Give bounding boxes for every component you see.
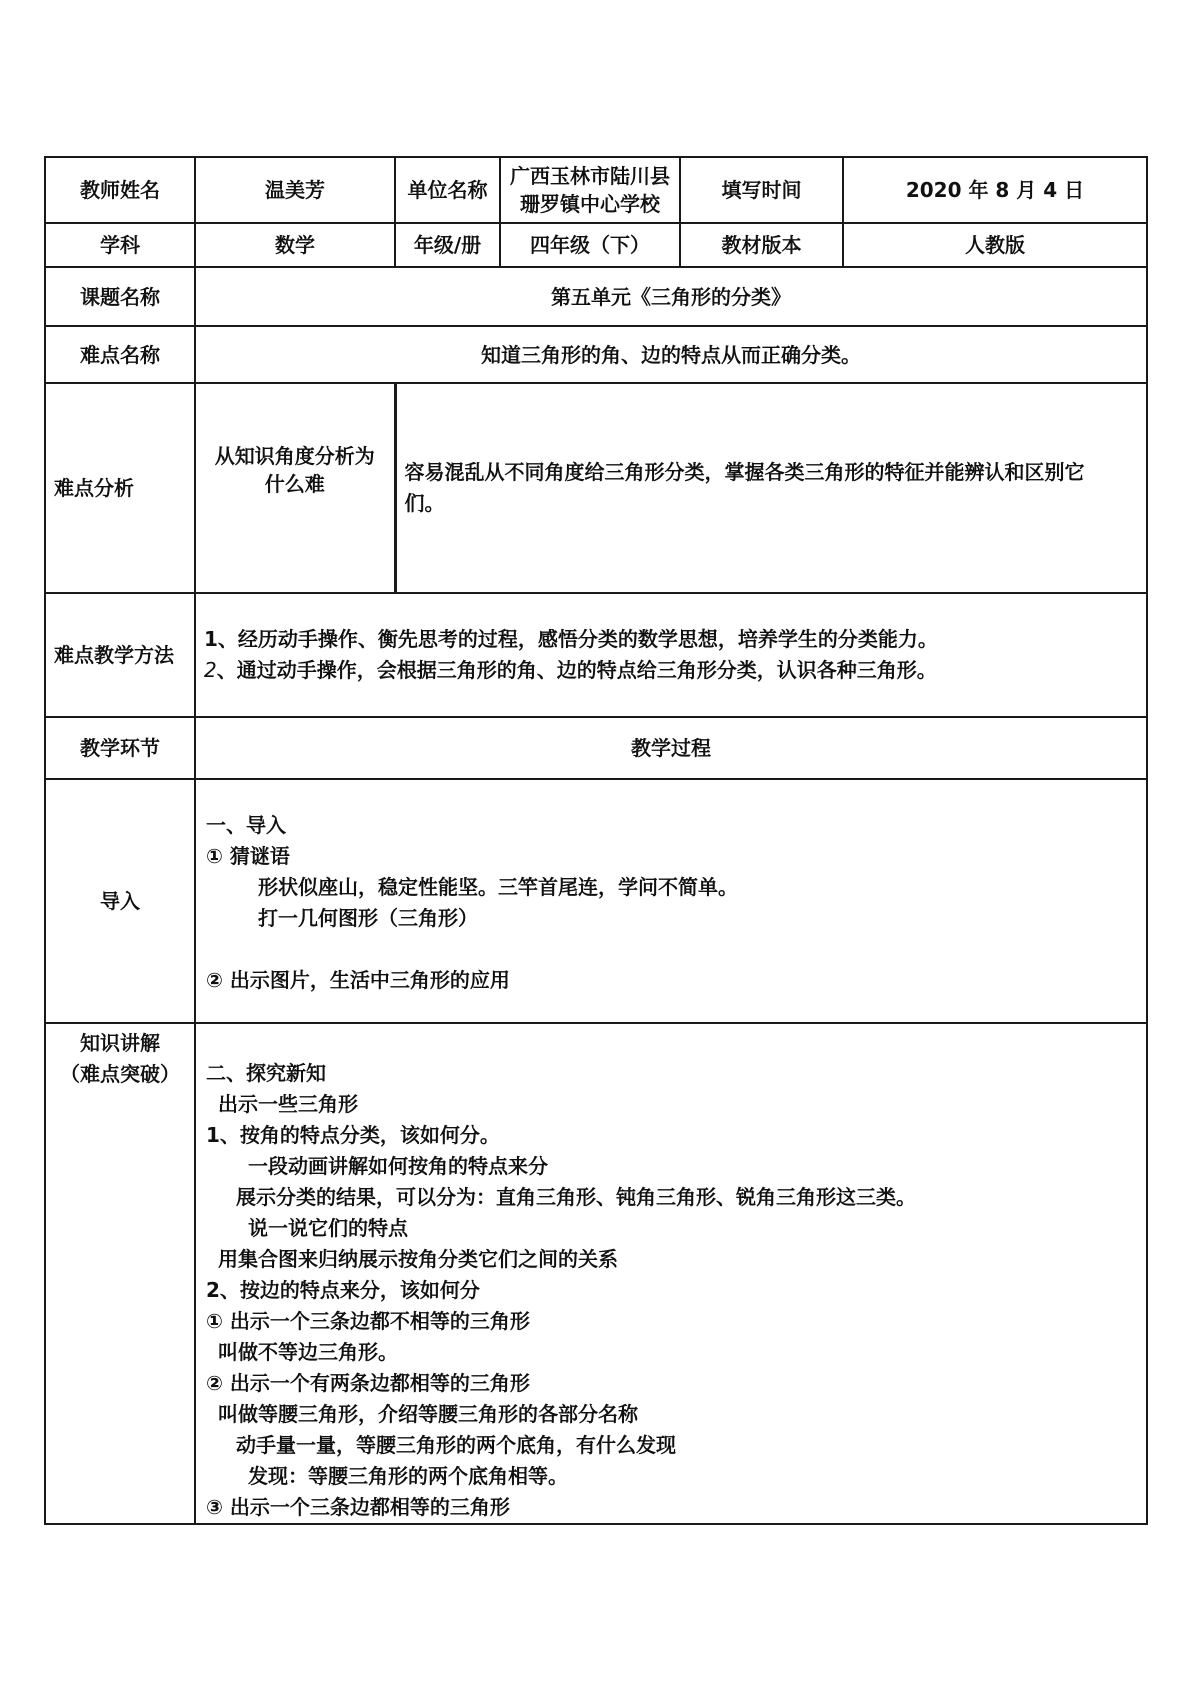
analysis-sub-label-line2: 什么难 (264, 472, 325, 496)
knowledge-line-12: 叫做等腰三角形，介绍等腰三角形的各部分名称 (218, 1402, 638, 1426)
edition-label: 教材版本 (680, 223, 843, 267)
knowledge-line-2: 出示一些三角形 (218, 1092, 358, 1116)
intro-content (195, 779, 1147, 1023)
knowledge-line-5: 展示分类的结果，可以分为：直角三角形、钝角三角形、锐角三角形这三类。 (236, 1185, 916, 1209)
intro-label: 导入 (45, 779, 195, 1023)
knowledge-line-14: 发现：等腰三角形的两个底角相等。 (248, 1464, 568, 1488)
unit-value-line2: 珊罗镇中心学校 (520, 192, 660, 216)
intro-row (45, 779, 1147, 1023)
edition-value: 人教版 (843, 223, 1147, 267)
knowledge-content (195, 1023, 1147, 1524)
intro-line-3: 形状似座山，稳定性能坚。三竿首尾连，学问不简单。 (258, 875, 738, 899)
teacher-label: 教师姓名 (45, 157, 195, 223)
analysis-text-line2: 们。 (404, 491, 445, 515)
knowledge-row (45, 1023, 1147, 1524)
topic-value: 第五单元《三角形的分类》 (195, 267, 1147, 326)
difficulty-label: 难点名称 (45, 326, 195, 383)
header-row-teacher (45, 157, 1147, 223)
date-value: 2020 年 8 月 4 日 (843, 157, 1147, 223)
grade-value: 四年级（下） (500, 223, 680, 267)
knowledge-line-1: 二、探究新知 (206, 1061, 326, 1085)
unit-value-line1: 广西玉林市陆川县 (510, 164, 670, 188)
difficulty-row (45, 326, 1147, 383)
difficulty-value: 知道三角形的角、边的特点从而正确分类。 (195, 326, 1147, 383)
analysis-sub-label-line1: 从知识角度分析为 (214, 444, 375, 468)
subject-label: 学科 (45, 223, 195, 267)
intro-line-4: 打一几何图形（三角形） (258, 906, 478, 930)
unit-value (500, 157, 680, 223)
knowledge-line-4: 一段动画讲解如何按角的特点来分 (248, 1154, 548, 1178)
knowledge-line-7: 用集合图来归纳展示按角分类它们之间的关系 (218, 1247, 618, 1271)
intro-line-1: 一、导入 (206, 813, 286, 837)
intro-line-blank (206, 934, 1136, 965)
process-content-label: 教学过程 (195, 717, 1147, 779)
knowledge-line-6: 说一说它们的特点 (248, 1216, 408, 1240)
method-row (45, 593, 1147, 717)
date-label: 填写时间 (680, 157, 843, 223)
analysis-sub-label (195, 383, 395, 593)
knowledge-label-line2: （难点突破） (60, 1062, 180, 1086)
lesson-plan-table (44, 156, 1148, 1525)
knowledge-label (45, 1023, 195, 1524)
knowledge-line-3: 1、按角的特点分类，该如何分。 (206, 1123, 500, 1147)
knowledge-line-9: ① 出示一个三条边都不相等的三角形 (206, 1309, 530, 1333)
knowledge-line-11: ② 出示一个有两条边都相等的三角形 (206, 1371, 530, 1395)
knowledge-line-13: 动手量一量，等腰三角形的两个底角，有什么发现 (236, 1433, 676, 1457)
knowledge-label-line1: 知识讲解 (80, 1031, 160, 1055)
unit-label: 单位名称 (395, 157, 500, 223)
subject-value: 数学 (195, 223, 395, 267)
intro-line-6: ② 出示图片，生活中三角形的应用 (206, 968, 510, 992)
knowledge-line-10: 叫做不等边三角形。 (218, 1340, 398, 1364)
header-row-subject (45, 223, 1147, 267)
intro-line-2: ① 猜谜语 (206, 844, 290, 868)
topic-row (45, 267, 1147, 326)
grade-label: 年级/册 (395, 223, 500, 267)
process-stage-label: 教学环节 (45, 717, 195, 779)
analysis-text (395, 383, 1147, 593)
method-item-1: 1、经历动手操作、衡先思考的过程，感悟分类的数学思想，培养学生的分类能力。 (204, 627, 938, 651)
method-item-2 (204, 655, 1138, 686)
method-label: 难点教学方法 (45, 593, 195, 717)
analysis-text-line1: 容易混乱从不同角度给三角形分类，掌握各类三角形的特征并能辨认和区别它 (404, 460, 1085, 484)
knowledge-line-8: 2、按边的特点来分，该如何分 (206, 1278, 480, 1302)
topic-label: 课题名称 (45, 267, 195, 326)
method-item-2-number: 2 (204, 658, 217, 682)
method-text (195, 593, 1147, 717)
analysis-row (45, 383, 1147, 593)
analysis-label: 难点分析 (45, 383, 195, 593)
method-item-2-text: 、通过动手操作，会根据三角形的角、边的特点给三角形分类，认识各种三角形。 (216, 658, 937, 682)
knowledge-line-15: ③ 出示一个三条边都相等的三角形 (206, 1495, 510, 1519)
process-header-row (45, 717, 1147, 779)
teacher-value: 温美芳 (195, 157, 395, 223)
